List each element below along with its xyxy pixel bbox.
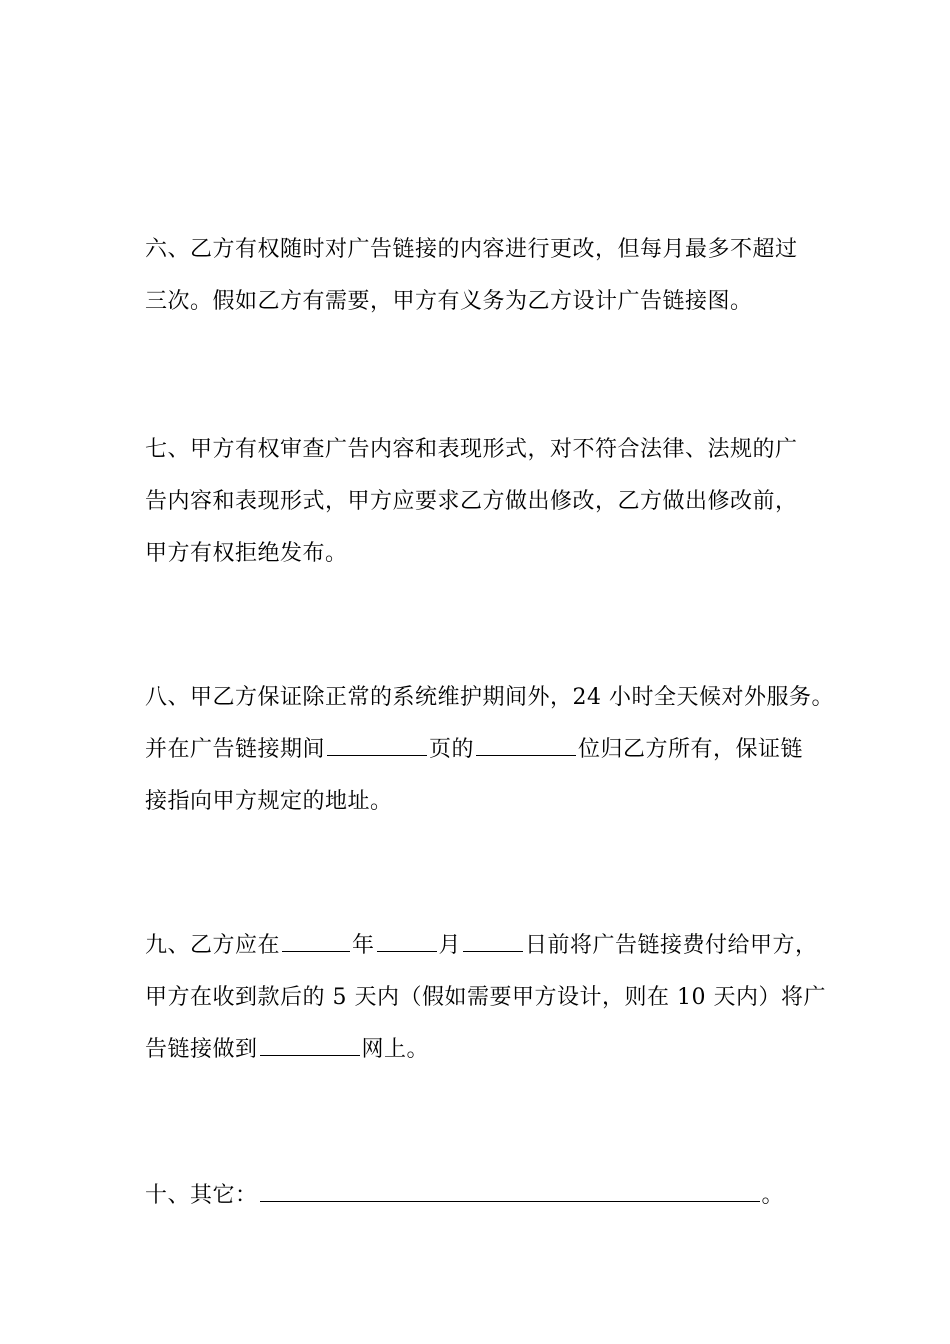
clause-nine-text-month: 月	[438, 933, 462, 958]
clause-nine-line-3	[145, 1024, 835, 1076]
clause-eight-text-c: 位归乙方所有，保证链	[578, 737, 804, 762]
clause-ten-end: 。	[761, 1183, 785, 1208]
clause-seven	[145, 424, 835, 580]
clause-ten	[145, 1170, 835, 1222]
month-blank-field[interactable]	[377, 923, 437, 952]
day-blank-field[interactable]	[463, 923, 523, 952]
clause-eight	[145, 672, 835, 828]
clause-seven-line-3: 甲方有权拒绝发布。	[145, 541, 348, 566]
page-blank-field[interactable]	[327, 727, 427, 756]
position-blank-field[interactable]	[476, 727, 576, 756]
clause-ten-label: 十、其它：	[145, 1183, 258, 1208]
other-terms-blank-field[interactable]	[260, 1173, 760, 1202]
clause-eight-text-b: 页的	[429, 737, 475, 762]
clause-eight-line-2	[145, 724, 835, 776]
clause-six-line-2: 三次。假如乙方有需要，甲方有义务为乙方设计广告链接图。	[145, 289, 753, 314]
clause-nine	[145, 920, 835, 1076]
clause-ten-line-1	[145, 1170, 835, 1222]
clause-nine-text-year: 年	[352, 933, 375, 958]
clause-six-line-1: 六、乙方有权随时对广告链接的内容进行更改，但每月最多不超过	[145, 237, 798, 262]
clause-nine-text-d: 日前将广告链接费付给甲方，	[525, 933, 818, 958]
clause-eight-text-a: 并在广告链接期间	[145, 737, 326, 762]
clause-nine-text-a: 九、乙方应在	[145, 933, 281, 958]
clause-nine-line-2: 甲方在收到款后的 5 天内（假如需要甲方设计，则在 10 天内）将广	[145, 985, 826, 1010]
clause-nine-text-e: 告链接做到	[145, 1037, 258, 1062]
clause-seven-line-2: 告内容和表现形式，甲方应要求乙方做出修改，乙方做出修改前，	[145, 489, 798, 514]
website-blank-field[interactable]	[260, 1027, 360, 1056]
clause-eight-line-3: 接指向甲方规定的地址。	[145, 789, 393, 814]
clause-nine-line-1	[145, 920, 835, 972]
year-blank-field[interactable]	[282, 923, 350, 952]
clause-six	[145, 224, 835, 328]
clause-seven-line-1: 七、甲方有权审查广告内容和表现形式，对不符合法律、法规的广	[145, 437, 798, 462]
clause-nine-text-f: 网上。	[361, 1037, 430, 1062]
clause-eight-line-1: 八、甲乙方保证除正常的系统维护期间外，24 小时全天候对外服务。	[145, 685, 834, 710]
